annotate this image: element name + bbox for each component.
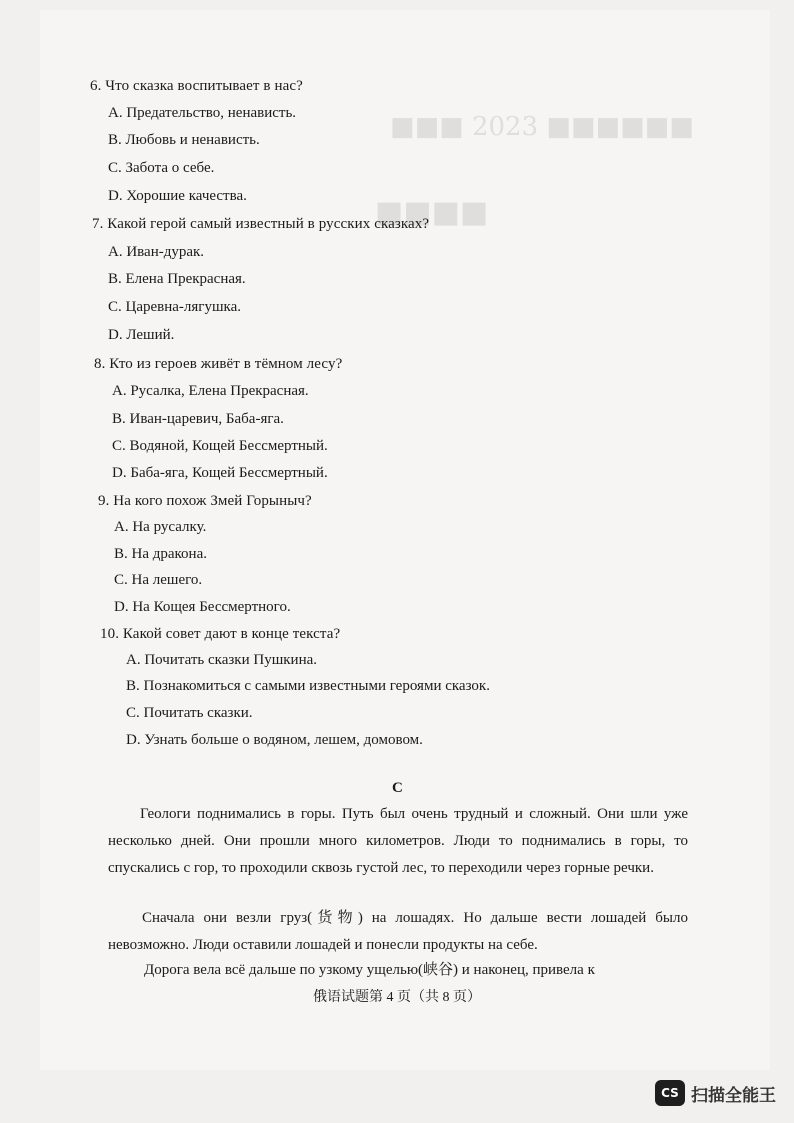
scanner-watermark: [655, 1080, 776, 1106]
q9-option-a: A. На русалку.: [114, 519, 207, 535]
paragraph-1-text: Геологи поднимались в горы. Путь был очень трудный и сложный. Они шли уже несколько дней. Они прошли много километров. Люди то поднимались в горы, то спускались с гор, то проходили сквозь густой лес, то переходили через горные речки.: [108, 806, 688, 876]
q7-option-c: C. Царевна-лягушка.: [108, 299, 241, 315]
q9-option-d: D. На Кощея Бессмертного.: [114, 599, 291, 615]
section-c-paragraph-3: [108, 957, 688, 984]
paragraph-3-text: Дорога вела всё дальше по узкому ущелью(峡谷) и наконец, привела к: [144, 962, 595, 978]
q7-option-a: A. Иван-дурак.: [108, 244, 205, 260]
q8-option-c: C. Водяной, Кощей Бессмертный.: [112, 438, 328, 454]
q8-option-d: D. Баба-яга, Кощей Бессмертный.: [112, 465, 328, 481]
section-c-title: C: [392, 780, 403, 796]
q10-option-a: A. Почитать сказки Пушкина.: [126, 652, 318, 668]
watermark-text: 扫描全能王: [691, 1085, 776, 1106]
q9-option-c: C. На лешего.: [114, 572, 203, 588]
question-6: 6. Что сказка воспитывает в нас?: [90, 78, 303, 94]
q9-option-b: B. На дракона.: [114, 546, 207, 562]
q6-option-c: C. Забота о себе.: [108, 160, 215, 176]
q10-option-c: C. Почитать сказки.: [126, 705, 253, 721]
q6-option-a: A. Предательство, ненависть.: [108, 105, 297, 121]
q6-option-d: D. Хорошие качества.: [108, 188, 247, 204]
camscanner-logo-icon: CS: [655, 1080, 685, 1106]
q7-option-d: D. Леший.: [108, 327, 175, 343]
page-footer: 俄语试题第 4 页（共 8 页）: [313, 990, 481, 1005]
question-7: 7. Какой герой самый известный в русских сказках?: [92, 216, 430, 232]
section-c-paragraph-1: [108, 801, 688, 882]
question-9: 9. На кого похож Змей Горыныч?: [98, 493, 312, 509]
q8-option-a: A. Русалка, Елена Прекрасная.: [112, 383, 309, 399]
q7-option-b: B. Елена Прекрасная.: [108, 271, 246, 287]
question-10: 10. Какой совет дают в конце текста?: [100, 626, 341, 642]
question-8: 8. Кто из героев живёт в тёмном лесу?: [94, 356, 343, 372]
q10-option-b: B. Познакомиться с самыми известными героями сказок.: [126, 678, 490, 694]
q8-option-b: B. Иван-царевич, Баба-яга.: [112, 411, 284, 427]
q10-option-d: D. Узнать больше о водяном, лешем, домовом.: [126, 732, 423, 748]
section-c-paragraph-2: [108, 905, 688, 959]
paragraph-2-text: Сначала они везли груз(货物) на лошадях. Но дальше вести лошадей было невозможно. Люди оставили лошадей и понесли продукты на себе.: [108, 910, 688, 953]
q6-option-b: B. Любовь и ненависть.: [108, 132, 260, 148]
